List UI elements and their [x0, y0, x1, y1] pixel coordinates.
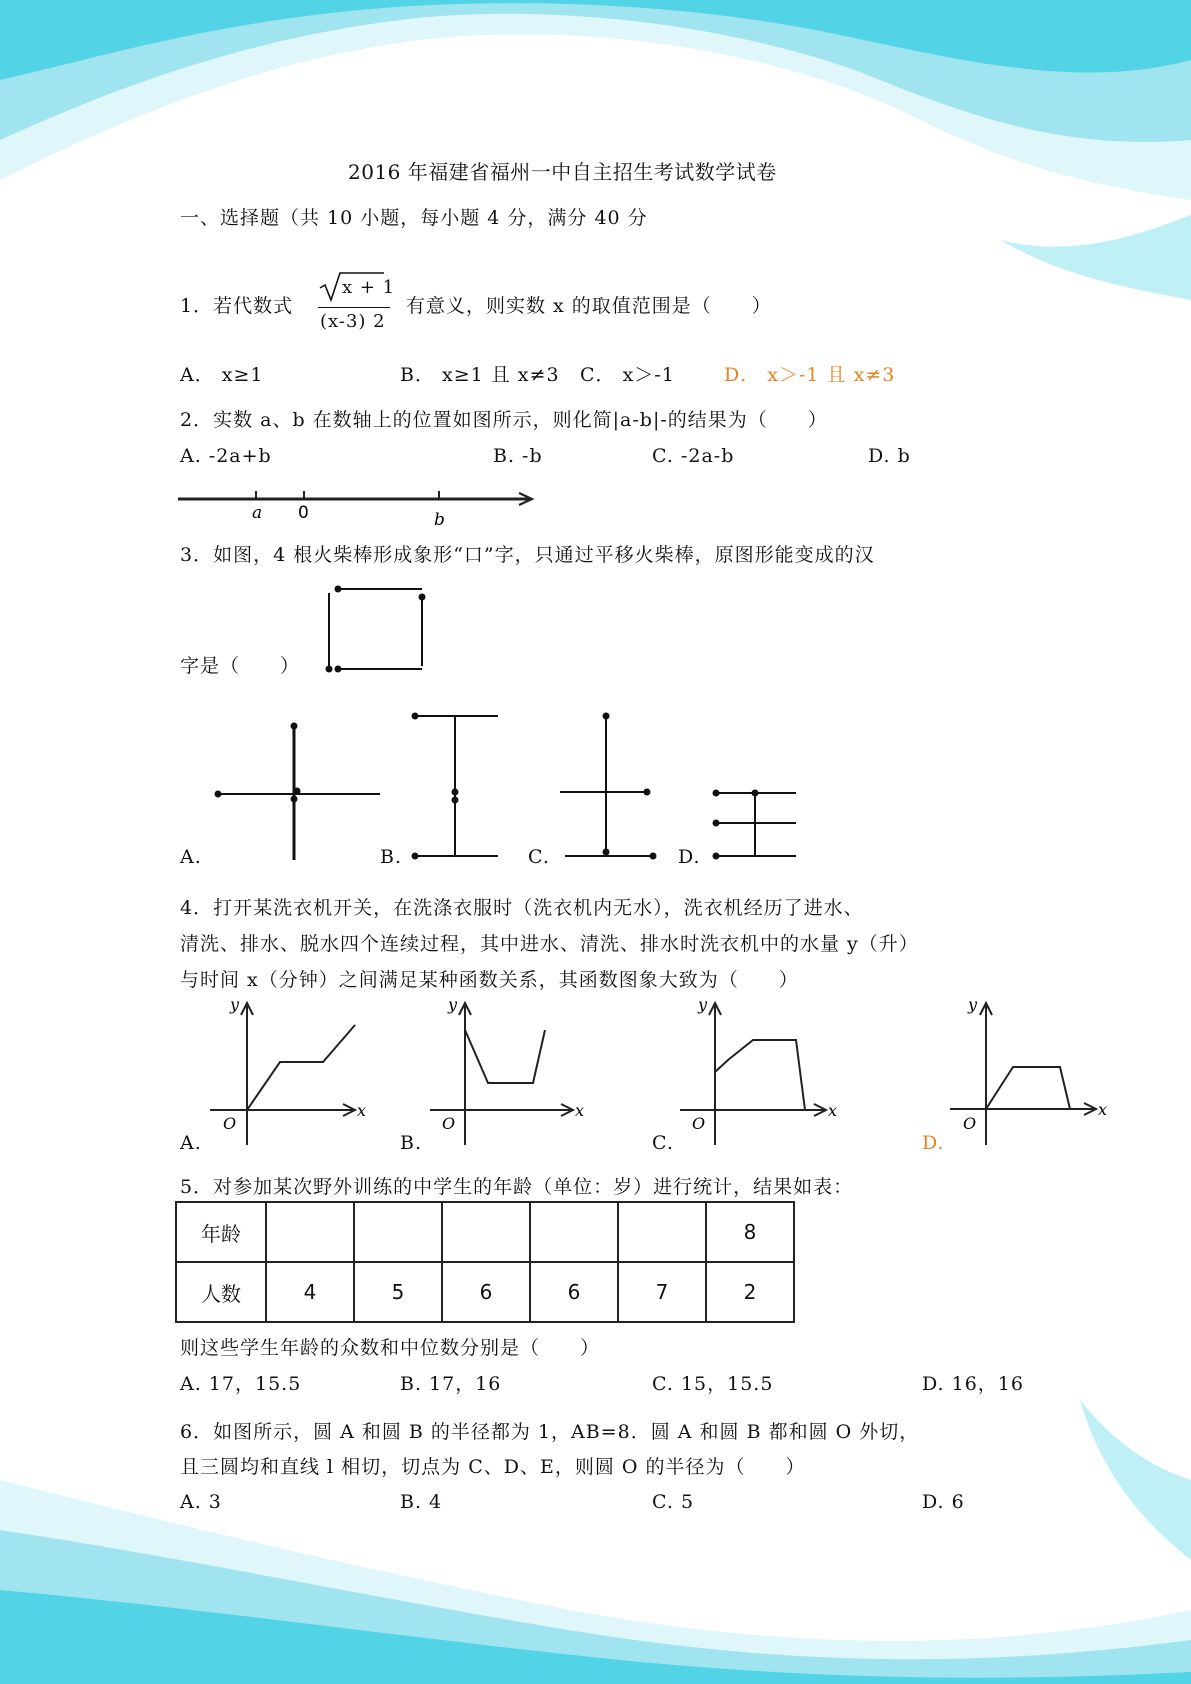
count-cell: 4	[266, 1262, 354, 1322]
q5-option-a: A. 17，15.5	[180, 1373, 302, 1395]
q1-option-c: C． x＞-1	[580, 364, 675, 386]
q4-line2: 清洗、排水、脱水四个连续过程，其中进水、清洗、排水时洗衣机中的水量 y（升）	[180, 933, 919, 955]
q3-option-b: B.	[380, 846, 403, 868]
q2-text: 2．实数 a、b 在数轴上的位置如图所示，则化简|a-b|-的结果为（ ）	[180, 409, 828, 431]
count-cell: 5	[354, 1262, 442, 1322]
count-cell: 2	[706, 1262, 794, 1322]
q5-option-d: D. 16，16	[922, 1373, 1024, 1395]
axis-origin: O	[223, 1114, 237, 1133]
age-cell	[618, 1202, 706, 1262]
axis-y: y	[698, 995, 708, 1014]
count-label: 人数	[176, 1262, 266, 1322]
count-cell: 7	[618, 1262, 706, 1322]
q4-graph-a	[205, 995, 375, 1145]
age-label: 年龄	[176, 1202, 266, 1262]
q4-graph-d	[948, 995, 1118, 1145]
q4-line3: 与时间 x（分钟）之间满足某种函数关系，其函数图象大致为（ ）	[180, 969, 799, 991]
axis-origin: O	[963, 1114, 977, 1133]
axis-y: y	[230, 995, 240, 1014]
table-row	[176, 1202, 794, 1262]
q6-option-b: B. 4	[400, 1491, 443, 1513]
axis-label-a: a	[252, 503, 263, 523]
axis-x: x	[357, 1101, 367, 1120]
axis-x: x	[828, 1101, 838, 1120]
q5-option-b: B. 17，16	[400, 1373, 502, 1395]
q3-line2: 字是（ ）	[180, 655, 301, 677]
axis-y: y	[448, 995, 458, 1014]
q3-option-c-figure	[555, 708, 665, 868]
age-cell: 8	[706, 1202, 794, 1262]
q4-line1: 4．打开某洗衣机开关，在洗涤衣服时（洗衣机内无水），洗衣机经历了进水、	[180, 897, 864, 919]
q6-line1: 6．如图所示，圆 A 和圆 B 的半径都为 1，AB=8．圆 A 和圆 B 都和圆 O 外切，	[180, 1421, 920, 1443]
q3-option-c: C.	[528, 846, 550, 868]
q4-option-a: A.	[180, 1132, 202, 1154]
axis-label-zero: 0	[298, 503, 309, 523]
q6-option-d: D. 6	[922, 1491, 965, 1513]
q4-option-b: B.	[400, 1132, 423, 1154]
q2-option-c: C. -2a-b	[652, 445, 735, 467]
age-cell	[530, 1202, 618, 1262]
q1-option-a: A． x≥1	[180, 364, 264, 386]
axis-origin: O	[442, 1114, 456, 1133]
q6-option-c: C. 5	[652, 1491, 695, 1513]
age-table	[175, 1201, 795, 1323]
q2-option-d: D. b	[868, 445, 911, 467]
section-heading: 一、选择题（共 10 小题，每小题 4 分，满分 40 分	[180, 207, 648, 229]
table-row	[176, 1262, 794, 1322]
q6-option-a: A. 3	[180, 1491, 222, 1513]
q3-option-a-figure	[210, 718, 390, 868]
q4-graph-b	[428, 995, 598, 1145]
q3-option-a: A.	[180, 846, 202, 868]
axis-origin: O	[692, 1114, 706, 1133]
age-cell	[442, 1202, 530, 1262]
q1-sqrt-expression: x + 1	[342, 277, 396, 298]
matchstick-kou-figure	[318, 580, 428, 675]
q1-prefix: 1．若代数式	[180, 295, 294, 317]
age-cell	[354, 1202, 442, 1262]
q5-question: 则这些学生年龄的众数和中位数分别是（ ）	[180, 1337, 601, 1359]
q1-option-b: B． x≥1 且 x≠3	[400, 364, 560, 386]
q5-option-c: C. 15，15.5	[652, 1373, 774, 1395]
q3-line1: 3．如图，4 根火柴棒形成象形“口”字，只通过平移火柴棒，原图形能变成的汉	[180, 544, 875, 566]
q1-suffix: 有意义，则实数 x 的取值范围是（ ）	[406, 295, 772, 317]
age-cell	[266, 1202, 354, 1262]
q1-fraction-line	[318, 307, 390, 308]
number-line-figure	[176, 485, 536, 530]
axis-y: y	[968, 995, 978, 1014]
q3-option-d-figure	[706, 782, 806, 862]
q4-option-c: C.	[652, 1132, 674, 1154]
axis-x: x	[575, 1101, 585, 1120]
count-cell: 6	[442, 1262, 530, 1322]
q2-option-a: A. -2a+b	[180, 445, 272, 467]
q6-line2: 且三圆均和直线 l 相切，切点为 C、D、E，则圆 O 的半径为（ ）	[180, 1456, 806, 1478]
count-cell: 6	[530, 1262, 618, 1322]
axis-x: x	[1098, 1100, 1108, 1119]
q4-graph-c	[678, 995, 848, 1145]
q3-option-d: D.	[678, 846, 701, 868]
q5-text: 5．对参加某次野外训练的中学生的年龄（单位：岁）进行统计，结果如表：	[180, 1176, 854, 1198]
q2-option-b: B. -b	[493, 445, 543, 467]
axis-label-b: b	[434, 510, 445, 530]
page-title: 2016 年福建省福州一中自主招生考试数学试卷	[348, 160, 777, 184]
q3-option-b-figure	[408, 708, 508, 868]
q1-option-d: D． x＞-1 且 x≠3	[724, 364, 896, 386]
q1-denominator: (x-3) 2	[320, 311, 386, 332]
q4-option-d: D.	[922, 1132, 945, 1154]
